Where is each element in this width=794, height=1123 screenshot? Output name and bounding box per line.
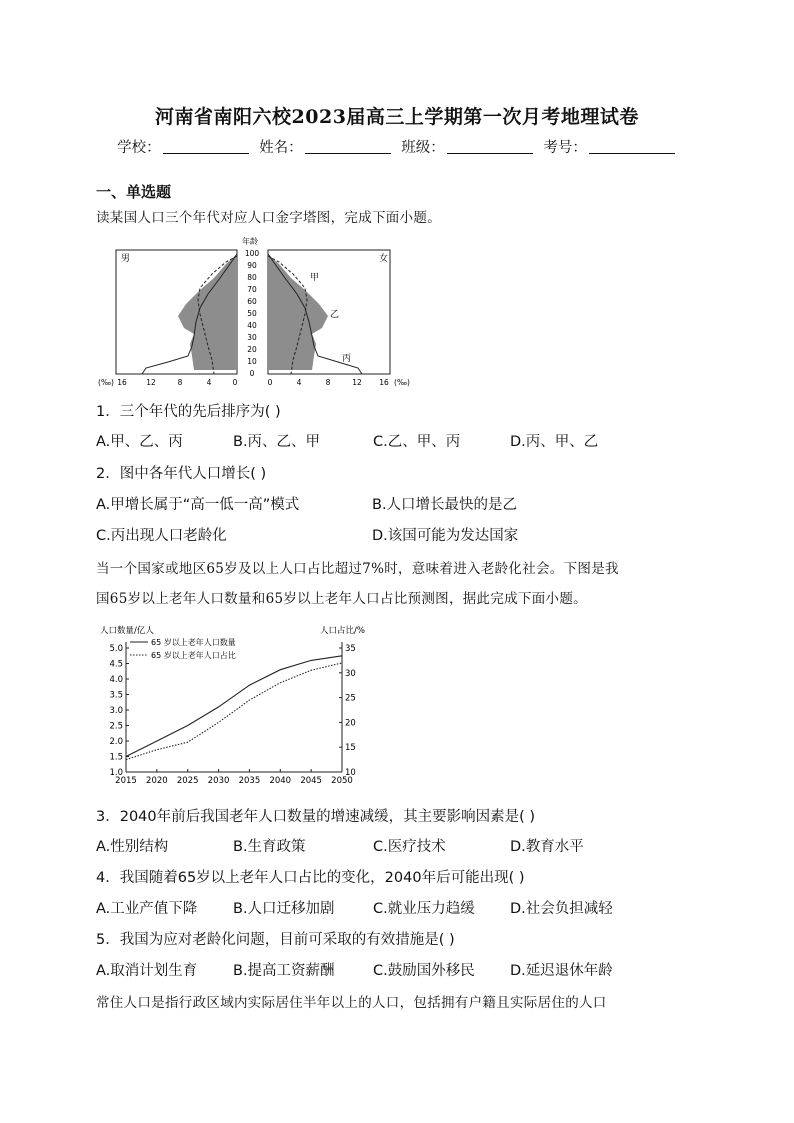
pyramid-x-tick: 12 <box>146 378 156 387</box>
chart-x-tick-label: 2030 <box>207 776 230 786</box>
chart-series <box>126 656 342 760</box>
q2-option-a[interactable]: A.甲增长属于“高一低一高”模式 <box>96 497 300 513</box>
q3-option-b[interactable]: B.生育政策 <box>233 839 306 855</box>
q5-option-d[interactable]: D.延迟退休年龄 <box>510 963 613 979</box>
chart-x-tick-label: 2045 <box>300 776 322 786</box>
pyramid-age-tick: 20 <box>247 345 257 354</box>
q2-option-c[interactable]: C.丙出现人口老龄化 <box>96 528 227 544</box>
elderly-population-chart <box>96 622 372 788</box>
chart-x-tick-label: 2025 <box>176 776 199 786</box>
pyramid-age-axis <box>245 249 260 378</box>
population-pyramid-figure <box>96 234 416 389</box>
pyramid-x-axis <box>98 378 410 387</box>
pyramid-female-label: 女 <box>379 254 389 264</box>
pyramid-age-tick: 60 <box>247 297 257 306</box>
chart-x-tick-label: 2040 <box>269 776 292 786</box>
chart-ticks <box>109 644 355 786</box>
pyramid-x-tick: 16 <box>117 378 127 387</box>
q4-option-c[interactable]: C.就业压力趋缓 <box>373 901 475 917</box>
q4-option-a[interactable]: A.工业产值下降 <box>96 901 198 917</box>
chart-series-elderly-count <box>126 656 342 757</box>
pyramid-x-tick: 0 <box>267 378 273 387</box>
intro-text-3: 常住人口是指行政区域内实际居住半年以上的人口，包括拥有户籍且实际居住的人口 <box>96 995 607 1011</box>
chart-y-tick-label: 2.5 <box>109 721 123 732</box>
q5-option-a[interactable]: A.取消计划生育 <box>96 963 198 979</box>
chart-y2-tick-label: 25 <box>345 693 356 704</box>
chart-y-tick-label: 3.0 <box>109 706 123 716</box>
question-4: 4．我国随着65岁以上老年人口占比的变化，2040年后可能出现( ) <box>96 870 525 886</box>
question-1: 1．三个年代的先后排序为( ) <box>96 404 281 420</box>
q3-option-d[interactable]: D.教育水平 <box>510 839 584 855</box>
legend-entry: 65 岁以上老年人口占比 <box>151 651 236 660</box>
q2-option-b[interactable]: B.人口增长最快的是乙 <box>372 497 518 513</box>
q5-option-b[interactable]: B.提高工资薪酬 <box>233 963 335 979</box>
question-5: 5．我国为应对老龄化问题，目前可采取的有效措施是( ) <box>96 932 455 948</box>
q1-option-d[interactable]: D.丙、甲、乙 <box>510 434 599 450</box>
pyramid-x-tick: 4 <box>296 378 302 387</box>
pyramid-shade-male <box>178 254 237 370</box>
pyramid-shade-female <box>268 254 328 370</box>
pyramid-age-tick: 80 <box>247 273 257 282</box>
chart-y-tick-label: 2.0 <box>109 737 123 747</box>
pyramid-curve-label-yi: 乙 <box>330 310 340 320</box>
chart-y-tick-label: 1.0 <box>109 768 123 778</box>
q2-option-d[interactable]: D.该国可能为发达国家 <box>372 528 519 544</box>
q4-option-d[interactable]: D.社会负担减轻 <box>510 901 613 917</box>
chart-x-tick-label: 2035 <box>238 776 261 786</box>
question-2: 2．图中各年代人口增长( ) <box>96 466 267 482</box>
name-blank[interactable] <box>305 153 391 154</box>
pyramid-male-label: 男 <box>121 254 131 264</box>
pyramid-age-tick: 0 <box>249 369 255 378</box>
chart-y2-label: 人口占比/% <box>320 626 365 636</box>
pyramid-x-tick: 0 <box>232 378 238 387</box>
pyramid-x-tick: 16 <box>379 378 389 387</box>
pyramid-x-tick: 4 <box>206 378 212 387</box>
page-title: 河南省南阳六校2023届高三上学期第一次月考地理试卷 <box>155 106 639 128</box>
pyramid-x-tick: 8 <box>325 378 331 387</box>
chart-x-tick-label: 2050 <box>331 776 353 786</box>
q3-option-c[interactable]: C.医疗技术 <box>373 839 446 855</box>
pyramid-age-tick: 70 <box>247 285 257 294</box>
pyramid-age-tick: 100 <box>244 249 260 258</box>
chart-series-elderly-share <box>126 663 342 760</box>
id-blank[interactable] <box>589 153 675 154</box>
pyramid-x-tick: (‰) <box>98 378 114 387</box>
pyramid-x-tick: 8 <box>177 378 183 387</box>
q5-option-c[interactable]: C.鼓励国外移民 <box>373 963 475 979</box>
chart-y2-tick-label: 35 <box>345 644 356 654</box>
q3-option-a[interactable]: A.性别结构 <box>96 839 169 855</box>
chart-y2-tick-label: 20 <box>345 718 356 729</box>
q1-option-c[interactable]: C.乙、甲、丙 <box>373 434 461 450</box>
pyramid-age-tick: 90 <box>247 261 257 270</box>
q1-option-b[interactable]: B.丙、乙、甲 <box>233 434 321 450</box>
chart-legend <box>130 637 236 660</box>
chart-y-tick-label: 4.0 <box>109 675 123 685</box>
chart-axes <box>126 642 342 772</box>
intro-text-2b: 国65岁以上老年人口数量和65岁以上老年人口占比预测图，据此完成下面小题。 <box>96 591 587 607</box>
chart-y-tick-label: 3.5 <box>109 690 123 701</box>
chart-y-label: 人口数量/亿人 <box>100 626 154 636</box>
chart-y2-tick-label: 30 <box>345 668 356 679</box>
student-info-line <box>0 136 794 157</box>
chart-x-tick-label: 2020 <box>146 776 168 786</box>
chart-y2-tick-label: 10 <box>345 768 356 778</box>
id-label: 考号： <box>543 140 587 156</box>
name-label: 姓名： <box>259 140 303 156</box>
q1-option-a[interactable]: A.甲、乙、丙 <box>96 434 183 450</box>
pyramid-x-tick: (‰) <box>394 378 410 387</box>
section-heading: 一、单选题 <box>96 183 172 201</box>
pyramid-age-tick: 30 <box>247 333 257 342</box>
class-blank[interactable] <box>447 153 533 154</box>
pyramid-curve-label-jia: 甲 <box>310 273 320 283</box>
pyramid-curve-label-bing: 丙 <box>342 354 352 364</box>
school-label: 学校： <box>117 140 161 156</box>
pyramid-age-label: 年龄 <box>242 237 258 246</box>
question-3: 3．2040年前后我国老年人口数量的增速减缓，其主要影响因素是( ) <box>96 809 536 825</box>
legend-entry: 65 岁以上老年人口数量 <box>151 638 236 647</box>
pyramid-age-tick: 10 <box>247 357 257 366</box>
chart-y-tick-label: 4.5 <box>109 659 123 670</box>
chart-y-tick-label: 5.0 <box>109 644 123 654</box>
intro-text-2a: 当一个国家或地区65岁及以上人口占比超过7%时，意味着进入老龄化社会。下图是我 <box>96 561 619 577</box>
pyramid-age-tick: 50 <box>247 309 257 318</box>
pyramid-x-tick: 12 <box>352 378 362 387</box>
chart-y-tick-label: 1.5 <box>109 752 123 763</box>
school-blank[interactable] <box>163 153 249 154</box>
q4-option-b[interactable]: B.人口迁移加剧 <box>233 901 335 917</box>
class-label: 班级： <box>401 140 445 156</box>
pyramid-age-tick: 40 <box>247 321 257 330</box>
chart-y2-tick-label: 15 <box>345 743 356 754</box>
intro-text-1: 读某国人口三个年代对应人口金字塔图，完成下面小题。 <box>96 210 441 226</box>
chart-x-tick-label: 2015 <box>115 776 137 786</box>
